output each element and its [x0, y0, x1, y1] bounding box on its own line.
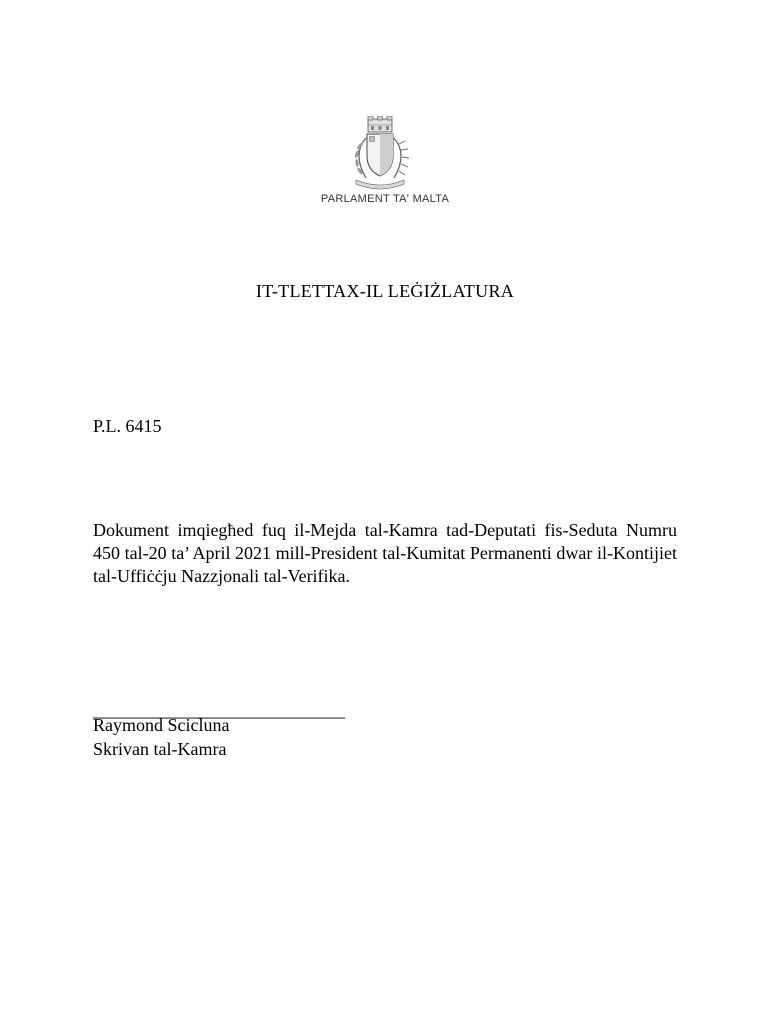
coat-of-arms-icon	[344, 116, 416, 192]
signatory-title: Skrivan tal-Kamra	[93, 739, 227, 759]
document-body: Dokument imqiegħed fuq il-Mejda tal-Kamra tad-Deputati fis-Seduta Numru 450 tal-20 ta’ April 2021 mill-President tal-Kumitat Permanenti dwar il-Kontijiet tal-Uffiċċju Nazzjonali tal-Verifika.	[93, 520, 677, 586]
signature-line: ____________________________	[93, 700, 345, 720]
signatory-name: Raymond Scicluna	[93, 715, 230, 735]
organization-name: PARLAMENT TA' MALTA	[320, 193, 450, 205]
document-reference: P.L. 6415	[93, 416, 162, 436]
legislature-heading: IT-TLETTAX-IL LEĠIŻLATURA	[255, 281, 515, 301]
